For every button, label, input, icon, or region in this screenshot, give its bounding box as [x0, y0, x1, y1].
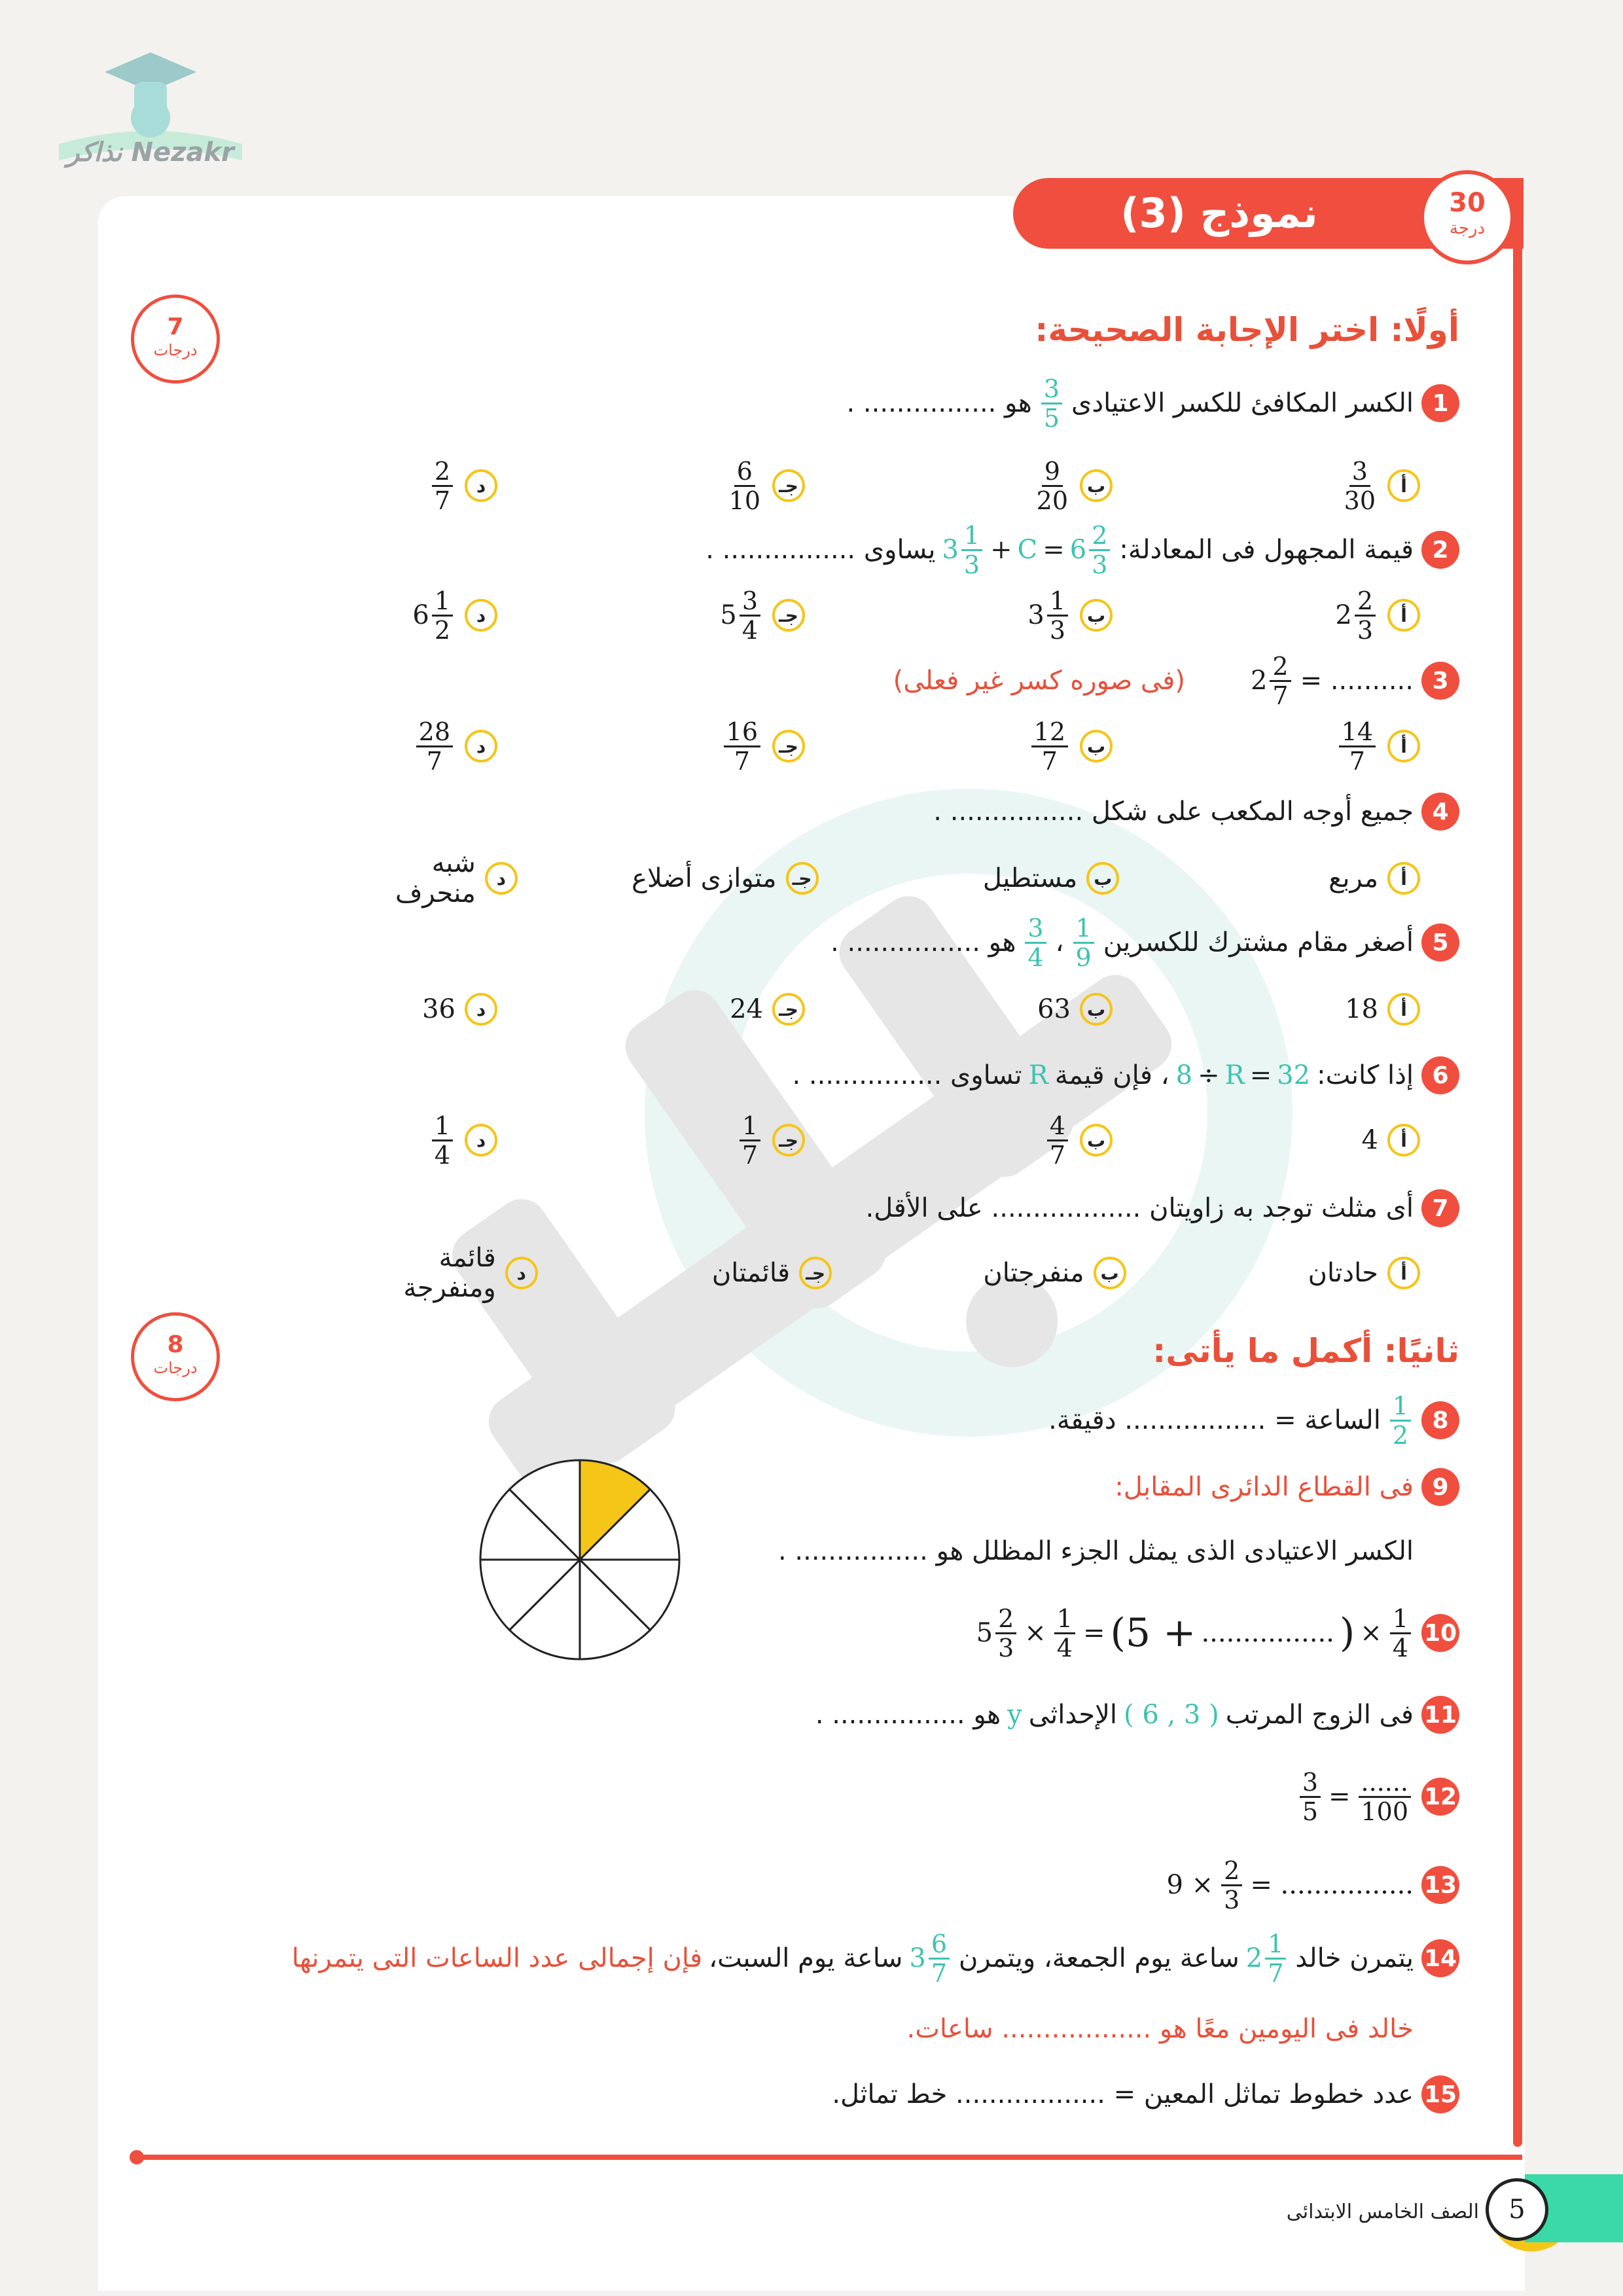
question-text: جميع أوجه المكعب على شكل ................ . — [933, 797, 1414, 827]
question-7 — [866, 1182, 1459, 1234]
option-c[interactable]: جـ $\frac{16}{7}$ — [497, 718, 805, 775]
question-3 — [893, 651, 1459, 710]
option-d[interactable]: د 6 $\frac{1}{2}$ — [412, 587, 497, 644]
answer-blank: تساوى ................ . — [792, 1060, 1022, 1090]
answer-blank: هو ................ . — [846, 388, 1032, 418]
section1-marks-unit: درجات — [153, 341, 198, 359]
question-text: إذا كانت: — [1317, 1060, 1414, 1090]
option-a[interactable]: أ حادتان — [1126, 1257, 1420, 1289]
option-a[interactable]: أ $\frac{3}{30}$ — [1113, 457, 1420, 514]
equation: $\frac{3}{5}$ = $\frac{......}{100}$ — [1297, 1768, 1414, 1825]
question-text: الكسر الاعتيادى الذى يمثل الجزء المظلل هو ................ . — [777, 1536, 1414, 1566]
question-6: 6 إذا كانت: 8 ÷ R = 32 ، فإن قيمة R تساوى ................ . — [792, 1049, 1459, 1102]
fraction: $\frac{3}{5}$ — [1041, 375, 1062, 432]
option-b[interactable]: ب 3 $\frac{1}{3}$ — [805, 587, 1113, 644]
question-number: 10 — [1421, 1614, 1459, 1652]
option-a[interactable]: أ $\frac{14}{7}$ — [1113, 718, 1420, 775]
question-14: 14 يتمرن خالد 2 $\frac{1}{7}$ ساعة يوم الجمعة، ويتمرن 3 $\frac{6}{7}$ ساعة يوم السبت، فإن إجمالى عدد الساعات التى يتمرنها — [292, 1932, 1459, 1984]
question-2 — [705, 520, 1459, 579]
answer-blank: يساوى ................ . — [705, 535, 936, 565]
question-number: 6 — [1421, 1056, 1459, 1094]
option-d[interactable]: د $\frac{28}{7}$ — [414, 718, 497, 775]
option-c[interactable]: جـ $\frac{1}{7}$ — [497, 1112, 805, 1169]
question-9-line2 — [778, 1525, 1414, 1577]
option-a[interactable]: أ 18 — [1113, 993, 1420, 1026]
logo-text: Nezakr نذاكر — [67, 137, 234, 168]
options-q7 — [347, 1240, 1420, 1306]
bottom-border-line — [135, 2155, 1522, 2160]
question-text: قيمة المجهول فى المعادلة: — [1119, 535, 1414, 565]
question-15 — [832, 2068, 1459, 2121]
option-b[interactable]: ب 63 — [805, 993, 1113, 1026]
option-d[interactable]: د شبه منحرف — [347, 848, 518, 908]
question-number: 12 — [1421, 1778, 1459, 1816]
question-4 — [933, 785, 1459, 838]
section2-marks-unit: درجات — [153, 1359, 198, 1377]
question-text: عدد خطوط تماثل المعين = .................. خط تماثل. — [832, 2079, 1414, 2109]
option-a[interactable]: أ 4 — [1113, 1124, 1420, 1157]
question-text: فى القطاع الدائرى المقابل: — [1115, 1472, 1414, 1502]
option-a[interactable]: أ 2 $\frac{2}{3}$ — [1113, 587, 1420, 644]
question-number: 2 — [1421, 531, 1459, 569]
question-text: الكسر المكافئ للكسر الاعتيادى — [1071, 388, 1414, 418]
question-note: (فى صوره كسر غير فعلى) — [893, 666, 1185, 696]
pie-chart — [474, 1454, 685, 1665]
options-q4 — [347, 846, 1420, 911]
options-q2 — [347, 583, 1420, 648]
question-number: 13 — [1421, 1866, 1459, 1904]
answer-blank: $\frac{......}{100}$ — [1359, 1768, 1411, 1825]
section2-heading: ثانيًا: أكمل ما يأتى: — [1152, 1332, 1459, 1370]
answer-blank: هو ................ . — [830, 927, 1016, 958]
question-text: أصغر مقام مشترك للكسرين — [1103, 927, 1414, 958]
answer-blank: .......... = — [1300, 666, 1414, 696]
nezakr-logo-icon — [46, 46, 255, 190]
question-number: 11 — [1421, 1696, 1459, 1734]
question-text: يتمرن خالد — [1295, 1943, 1414, 1973]
question-11: 11 فى الزوج المرتب ( 6 , 3 ) الإحداثى y هو ................ . — [815, 1689, 1459, 1741]
equation: 3 $\frac{1}{3}$ + C = 6 $\frac{2}{3}$ — [942, 522, 1113, 579]
option-c[interactable]: جـ 24 — [497, 993, 805, 1026]
question-text: فى الزوج المرتب — [1225, 1700, 1414, 1730]
equation: 8 ÷ R = 32 — [1175, 1060, 1311, 1090]
option-c[interactable]: جـ قائمتان — [538, 1257, 832, 1289]
question-8: 8 $\frac{1}{2}$ الساعة = ................. دقيقة. — [1048, 1394, 1459, 1446]
question-1 — [846, 374, 1460, 433]
section1-marks-badge — [131, 295, 220, 384]
option-b[interactable]: ب $\frac{9}{20}$ — [805, 457, 1113, 514]
question-13 — [1166, 1856, 1459, 1914]
answer-blank: خالد فى اليومين معًا هو .................. ساعات. — [906, 2014, 1414, 2044]
options-q1 — [347, 453, 1420, 518]
question-number: 9 — [1421, 1468, 1459, 1506]
bottom-line-dot — [130, 2150, 144, 2164]
mixed-number: 2 $\frac{2}{7}$ — [1251, 653, 1294, 709]
option-c[interactable]: جـ $\frac{6}{10}$ — [497, 457, 805, 514]
footer-grade: الصف الخامس الابتدائى — [1286, 2200, 1479, 2223]
answer-blank: ................ — [1201, 1618, 1334, 1648]
right-border-line — [1513, 216, 1522, 2147]
question-number: 15 — [1421, 2075, 1459, 2113]
section1-heading: أولًا: اختر الإجابة الصحيحة: — [1035, 311, 1459, 349]
option-b[interactable]: ب منفرجتان — [832, 1257, 1126, 1289]
question-12 — [1297, 1767, 1459, 1826]
question-number: 3 — [1421, 662, 1459, 700]
question-number: 1 — [1421, 384, 1459, 422]
score-value: 30 — [1449, 188, 1486, 218]
options-q6 — [347, 1107, 1420, 1173]
question-number: 7 — [1421, 1189, 1459, 1227]
option-c[interactable]: جـ متوازى أضلاع — [518, 862, 819, 895]
option-b[interactable]: ب $\frac{12}{7}$ — [805, 718, 1113, 775]
option-b[interactable]: ب $\frac{4}{7}$ — [805, 1112, 1113, 1169]
option-c[interactable]: جـ 5 $\frac{3}{4}$ — [497, 587, 805, 644]
question-number: 8 — [1421, 1401, 1459, 1439]
answer-blank: = ................ — [1250, 1870, 1414, 1900]
total-score-badge — [1420, 170, 1514, 264]
section2-marks-value: 8 — [167, 1331, 184, 1358]
options-q5 — [347, 977, 1420, 1042]
question-text: الساعة = ................. دقيقة. — [1048, 1405, 1381, 1435]
option-d[interactable]: د $\frac{1}{4}$ — [429, 1112, 497, 1169]
options-q3 — [347, 713, 1420, 779]
section2-marks-badge — [131, 1312, 220, 1401]
question-number: 14 — [1421, 1939, 1459, 1977]
question-14-line2 — [907, 2003, 1414, 2055]
page-title: نموذج (3) — [1120, 189, 1318, 237]
equation: 5 $\frac{2}{3}$ × $\frac{1}{4}$ = (5 + ................ ) × $\frac{1}{4}$ — [976, 1605, 1414, 1662]
option-d[interactable]: د قائمة ومنفرجة — [347, 1243, 538, 1303]
question-10 — [976, 1604, 1459, 1662]
question-9 — [1115, 1461, 1459, 1513]
question-number: 5 — [1421, 924, 1459, 961]
equation: 9 × $\frac{2}{3}$ = ................ — [1166, 1856, 1414, 1914]
question-5: 5 أصغر مقام مشترك للكسرين $\frac{1}{9}$ ، $\frac{3}{4}$ هو ................ . — [830, 916, 1459, 969]
option-d[interactable]: د 36 — [422, 993, 497, 1026]
score-unit: درجة — [1449, 219, 1486, 238]
section1-marks-value: 7 — [167, 314, 184, 340]
question-number: 4 — [1421, 793, 1459, 831]
option-b[interactable]: ب مستطيل — [819, 862, 1120, 895]
option-a[interactable]: أ مربع — [1119, 862, 1420, 895]
option-d[interactable]: د $\frac{2}{7}$ — [429, 457, 497, 514]
question-text: أى مثلث توجد به زاويتان .................. على الأقل. — [865, 1193, 1414, 1223]
page-number: 5 — [1486, 2178, 1548, 2241]
answer-blank: هو ................ . — [815, 1700, 1001, 1730]
